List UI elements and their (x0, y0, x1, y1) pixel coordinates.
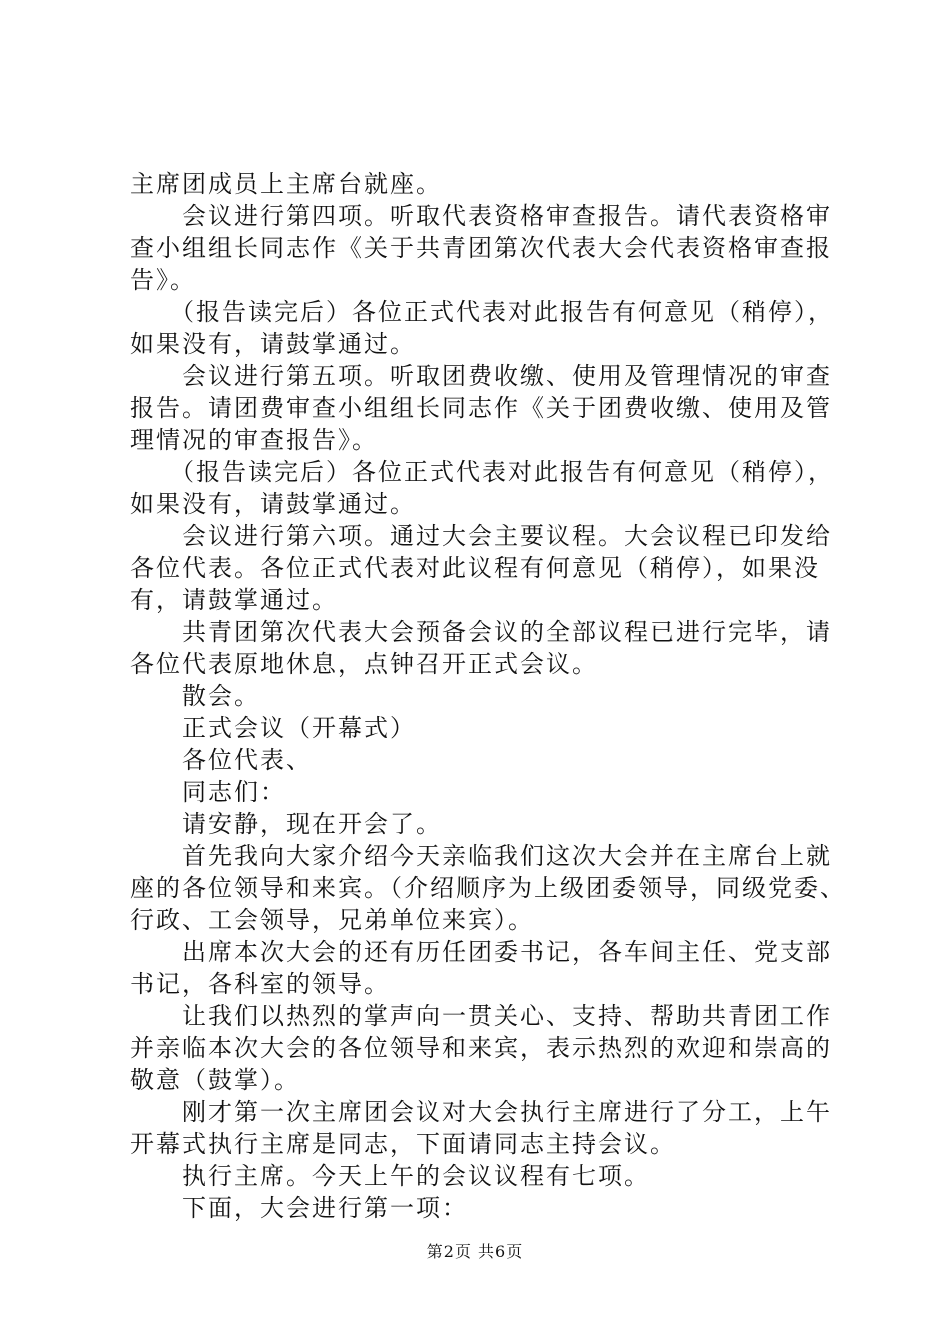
text-line: 主席团成员上主席台就座。 (130, 170, 442, 198)
text-line: 如果没有，请鼓掌通过。 (130, 330, 416, 358)
text-line: 行政、工会领导，兄弟单位来宾）。 (130, 906, 534, 934)
text-line: 开幕式执行主席是同志，下面请同志主持会议。 (130, 1130, 676, 1158)
text-line: 共青团第次代表大会预备会议的全部议程已进行完毕，请 (130, 618, 832, 646)
document-body (130, 168, 846, 1224)
text-line: 会议进行第五项。听取团费收缴、使用及管理情况的审查 (130, 362, 832, 390)
text-line: 如果没有，请鼓掌通过。 (130, 490, 416, 518)
text-line: （报告读完后）各位正式代表对此报告有何意见（稍停）， (130, 458, 834, 486)
text-line: 刚才第一次主席团会议对大会执行主席进行了分工，上午 (130, 1098, 832, 1126)
text-line: 各位代表。各位正式代表对此议程有何意见（稍停），如果没 (130, 554, 820, 582)
text-line: 并亲临本次大会的各位领导和来宾，表示热烈的欢迎和崇高的 (130, 1034, 832, 1062)
text-line: 告》。 (130, 266, 196, 294)
text-line: 散会。 (130, 682, 260, 710)
text-line: 报告。请团费审查小组组长同志作《关于团费收缴、使用及管 (130, 394, 832, 422)
page-footer: 第2页 共6页 (426, 1242, 524, 1261)
text-line: 有，请鼓掌通过。 (130, 586, 338, 614)
text-line: 敬意（鼓掌）。 (130, 1066, 300, 1094)
text-line: 正式会议（开幕式） (130, 714, 416, 742)
text-line: 下面，大会进行第一项： (130, 1194, 468, 1222)
text-line: 查小组组长同志作《关于共青团第次代表大会代表资格审查报 (130, 234, 832, 262)
text-line: 会议进行第六项。通过大会主要议程。大会议程已印发给 (130, 522, 832, 550)
text-line: 会议进行第四项。听取代表资格审查报告。请代表资格审 (130, 202, 832, 230)
text-line: 书记，各科室的领导。 (130, 970, 390, 998)
text-line: （报告读完后）各位正式代表对此报告有何意见（稍停）， (130, 298, 834, 326)
text-line: 理情况的审查报告》。 (130, 426, 378, 454)
text-line: 执行主席。今天上午的会议议程有七项。 (130, 1162, 650, 1190)
text-line: 座的各位领导和来宾。（介绍顺序为上级团委领导，同级党委、 (130, 874, 846, 902)
text-line: 首先我向大家介绍今天亲临我们这次大会并在主席台上就 (130, 842, 832, 870)
text-line: 同志们： (130, 778, 286, 806)
text-line: 请安静，现在开会了。 (130, 810, 442, 838)
text-line: 让我们以热烈的掌声向一贯关心、支持、帮助共青团工作 (130, 1002, 832, 1030)
text-line: 各位代表、 (130, 746, 312, 774)
text-line: 出席本次大会的还有历任团委书记，各车间主任、党支部 (130, 938, 832, 966)
text-line: 各位代表原地休息，点钟召开正式会议。 (130, 650, 598, 678)
